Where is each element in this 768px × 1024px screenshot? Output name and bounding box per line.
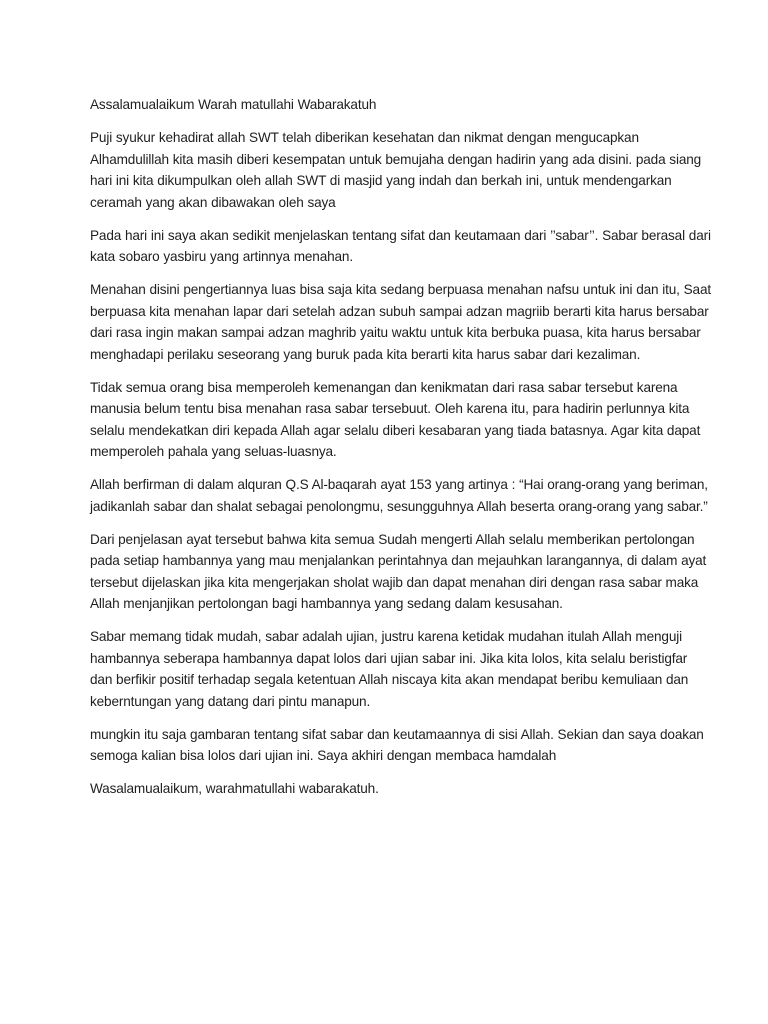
text-line: dan berfikir positif terhadap segala ketentuan Allah niscaya kita akan mendapat beribu kemuliaan dan: [90, 672, 689, 687]
text-line: Alhamdulillah kita masih diberi kesempatan untuk bemujaha dengan hadirin yang ada disini. pada siang: [90, 151, 702, 167]
text-line: pada setiap hambannya yang mau menjalankan perintahnya dan mejauhkan larangannya, di dalam ayat: [90, 553, 707, 568]
paragraph-explanation: [90, 529, 707, 615]
text-line: hambannya seberapa hambannya dapat lolos dari ujian sabar ini. Jika kita lolos, kita selalu beristigfar: [90, 650, 688, 666]
text-line: mungkin itu saja gambaran tentang sifat sabar dan keutamaannya di sisi Allah. Sekian dan saya doakan: [90, 726, 704, 742]
paragraph-topic: [90, 225, 711, 268]
text-line: Wasalamualaikum, warahmatullahi wabarakatuh.: [90, 781, 379, 796]
paragraph-test: [90, 626, 688, 712]
text-line: jadikanlah sabar dan shalat sebagai penolongmu, sesungguhnya Allah beserta orang-orang yang sabar.”: [90, 498, 708, 514]
text-line: Sabar memang tidak mudah, sabar adalah ujian, justru karena ketidak mudahan itulah Allah menguji: [90, 629, 682, 644]
paragraph-greeting: [90, 94, 688, 116]
text-line: semoga kalian bisa lolos dari ujian ini. Saya akhiri dengan membaca hamdalah: [90, 748, 557, 763]
text-line: memperoleh pahala yang seluas-luasnya.: [90, 444, 337, 459]
paragraph-farewell: [90, 778, 688, 800]
text-line: Assalamualaikum Warah matullahi Wabarakatuh: [90, 97, 377, 112]
paragraph-opening: [90, 127, 702, 213]
paragraph-closing: [90, 724, 704, 767]
text-line: ceramah yang akan dibawakan oleh saya: [90, 194, 336, 210]
text-line: hari ini kita dikumpulkan oleh allah SWT di masjid yang indah dan berkah ini, untuk mendengarkan: [90, 173, 672, 188]
text-line: Allah menjanjikan pertolongan bagi hambannya yang sedang dalam kesusahan.: [90, 596, 563, 611]
text-line: tersebut dijelaskan jika kita mengerjakan sholat wajib dan dapat menahan diri dengan rasa sabar maka: [90, 574, 699, 590]
text-line: menghadapi perilaku seseorang yang buruk pada kita berarti kita harus sabar dari kezaliman.: [90, 346, 641, 362]
text-line: Menahan disini pengertiannya luas bisa saja kita sedang berpuasa menahan nafsu untuk ini dan itu, Saat: [90, 282, 711, 297]
text-line: Puji syukur kehadirat allah SWT telah diberikan kesehatan dan nikmat dengan mengucapkan: [90, 130, 639, 145]
text-line: Allah berfirman di dalam alquran Q.S Al-baqarah ayat 153 yang artinya : “Hai orang-orang yang beriman,: [90, 477, 708, 492]
paragraph-reward: [90, 377, 701, 463]
text-line: kata sobaro yasbiru yang artinnya menahan.: [90, 249, 353, 264]
paragraph-meaning: [90, 279, 711, 365]
text-line: keberntungan yang datang dari pintu manapun.: [90, 693, 371, 709]
text-line: manusia belum tentu bisa menahan rasa sabar tersebuut. Oleh karena itu, para hadirin perlunnya kita: [90, 401, 690, 416]
text-line: berpuasa kita menahan lapar dari setelah adzan subuh sampai adzan magriib berarti kita harus bersabar: [90, 303, 709, 319]
text-line: Tidak semua orang bisa memperoleh kemenangan dan kenikmatan dari rasa sabar tersebut karena: [90, 379, 678, 395]
text-line: Dari penjelasan ayat tersebut bahwa kita semua Sudah mengerti Allah selalu memberikan pertolongan: [90, 531, 695, 547]
text-line: dari rasa ingin makan sampai adzan maghrib yaitu waktu untuk kita berbuka puasa, kita harus bersabar: [90, 325, 701, 340]
paragraph-quran-verse: [90, 474, 708, 517]
text-line: Pada hari ini saya akan sedikit menjelaskan tentang sifat dan keutamaan dari ’’sabar’’. Sabar berasal dari: [90, 227, 711, 243]
text-line: selalu mendekatkan diri kepada Allah agar selalu diberi kesabaran yang tiada batasnya. Agar kita dapat: [90, 422, 701, 438]
